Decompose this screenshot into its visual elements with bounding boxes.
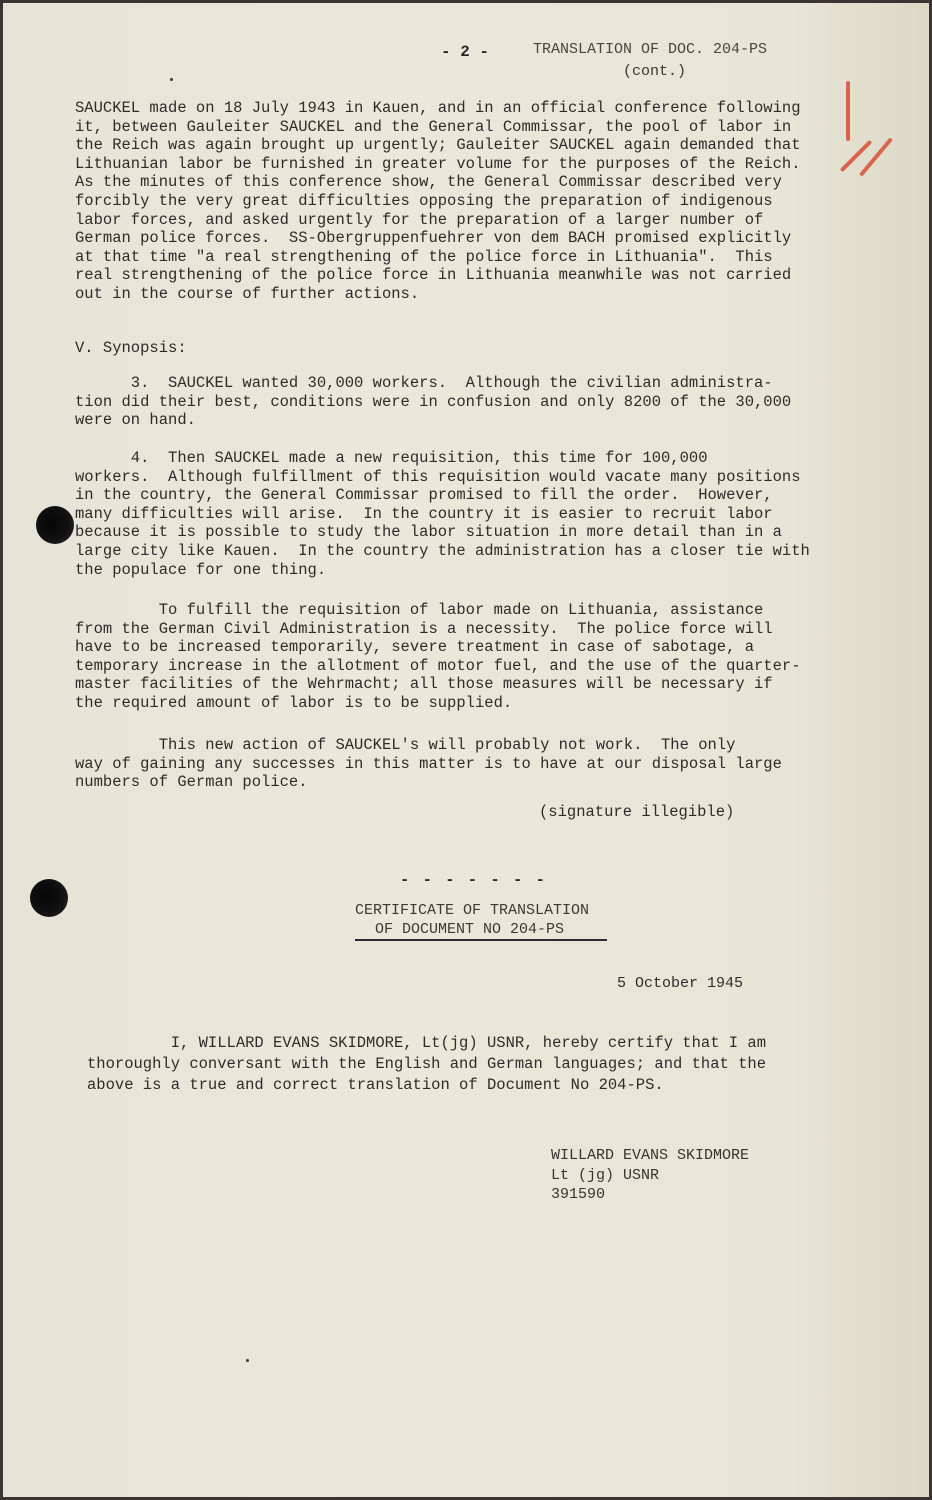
text-line: the required amount of labor is to be supplied. [75,693,513,712]
certificate-title-line-1: CERTIFICATE OF TRANSLATION [355,902,590,919]
text-line: the Reich was again brought up urgently; Gauleiter SAUCKEL again demanded that [75,136,801,155]
signer-number: 391590 [551,1186,606,1203]
text-line: large city like Kauen. In the country the administration has a closer tie with [75,541,810,560]
certificate-date: 5 October 1945 [617,975,744,992]
text-line: it, between Gauleiter SAUCKEL and the General Commissar, the pool of labor in [75,117,792,136]
section-heading-synopsis [75,339,845,358]
text-line: in the country, the General Commissar promised to fill the order. However, [75,486,773,505]
text-line: 3. SAUCKEL wanted 30,000 workers. Although the civilian administra- [75,374,773,392]
signature-illegible: (signature illegible) [539,803,735,821]
speck [246,1359,249,1362]
text-line: thoroughly conversant with the English and German languages; and that the [87,1055,767,1073]
certificate-statement [87,1033,807,1096]
text-line: real strengthening of the police force in Lithuania meanwhile was not carried [75,266,792,285]
text-line: As the minutes of this conference show, the General Commissar described very [75,173,782,192]
punch-hole-lower [30,879,68,917]
text-line: workers. Although fulfillment of this requisition would vacate many positions [75,467,801,486]
certificate-underline [355,939,607,941]
text-line: Lithuanian labor be furnished in greater volume for the purposes of the Reich. [75,154,801,173]
text-line: because it is possible to study the labor situation in more detail than in a [75,523,782,542]
speck [170,78,173,81]
text-line: at that time "a real strengthening of the police force in Lithuania". This [75,247,773,266]
certificate-title [355,901,589,939]
text-line: above is a true and correct translation of Document No 204-PS. [87,1076,664,1094]
text-line: This new action of SAUCKEL's will probably not work. The only [75,736,736,754]
signature-block [551,1146,749,1205]
heading-text: V. Synopsis: [75,339,187,357]
paragraph-item-4 [75,449,845,579]
certificate-title-line-2: OF DOCUMENT NO 204-PS [375,921,565,938]
punch-hole-upper [36,506,74,544]
document-continuation: (cont.) [623,63,687,80]
document-title: TRANSLATION OF DOC. 204-PS [533,41,768,58]
text-line: tion did their best, conditions were in confusion and only 8200 of the 30,000 [75,392,792,411]
text-line: the populace for one thing. [75,560,327,579]
paragraph-opening [75,99,845,304]
text-line: master facilities of the Wehrmacht; all those measures will be necessary if [75,675,773,694]
text-line: labor forces, and asked urgently for the preparation of a larger number of [75,210,764,229]
text-line: from the German Civil Administration is a necessity. The police force will [75,619,773,638]
text-line: many difficulties will arise. In the country it is easier to recruit labor [75,504,773,523]
text-line: temporary increase in the allotment of motor fuel, and the use of the quarter- [75,656,801,675]
text-line: SAUCKEL made on 18 July 1943 in Kauen, and in an official conference following [75,99,801,117]
text-line: To fulfill the requisition of labor made on Lithuania, assistance [75,601,764,619]
section-separator: - - - - - - - [400,871,547,889]
paragraph-fulfill-requisition [75,601,845,713]
text-line: 4. Then SAUCKEL made a new requisition, this time for 100,000 [75,449,708,467]
text-line: were on hand. [75,411,196,430]
paragraph-new-action [75,736,845,792]
text-line: have to be increased temporarily, severe treatment in case of sabotage, a [75,638,755,657]
signer-name: WILLARD EVANS SKIDMORE [551,1147,750,1164]
page-number: - 2 - [441,43,490,61]
text-line: German police forces. SS-Obergruppenfuehrer von dem BACH promised explicitly [75,229,792,248]
red-vertical-mark [846,81,850,141]
paragraph-item-3 [75,374,845,430]
document-page [3,3,929,1497]
signer-rank: Lt (jg) USNR [551,1166,660,1184]
text-line: way of gaining any successes in this matter is to have at our disposal large [75,754,782,773]
text-line: forcibly the very great difficulties opposing the preparation of indigenous [75,191,773,210]
text-line: I, WILLARD EVANS SKIDMORE, Lt(jg) USNR, hereby certify that I am [87,1034,767,1052]
text-line: out in the course of further actions. [75,284,420,303]
text-line: numbers of German police. [75,773,308,792]
